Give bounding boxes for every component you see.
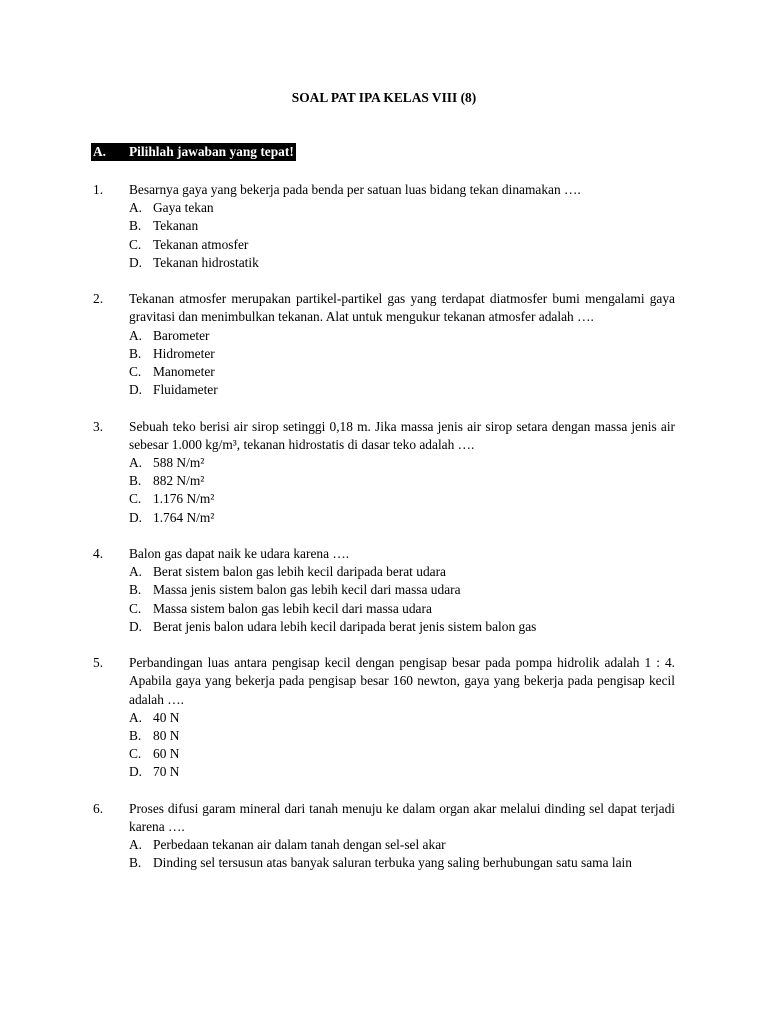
question-text: Perbandingan luas antara pengisap kecil dengan pengisap besar pada pompa hidrolik adalah 1 : 4. Apabila gaya yang bekerja pada pengisap besar 160 newton, gaya yang bekerja pada pengisap kecil adalah …. (129, 655, 675, 707)
option-b (129, 727, 675, 745)
question-number: 2. (93, 291, 104, 307)
question-number: 6. (93, 800, 104, 816)
option-text: Massa jenis sistem balon gas lebih kecil dari massa udara (153, 582, 461, 598)
option-text: 588 N/m² (153, 455, 205, 471)
option-text: 1.176 N/m² (153, 491, 215, 507)
question-text: Tekanan atmosfer merupakan partikel-partikel gas yang terdapat diatmosfer bumi mengalami gaya gravitasi dan menimbulkan tekanan. Alat untuk mengukur tekanan atmosfer adalah …. (129, 291, 675, 325)
option-b (129, 854, 675, 872)
option-b (129, 217, 675, 235)
question-text: Balon gas dapat naik ke udara karena …. (129, 546, 350, 562)
option-text: Barometer (153, 327, 210, 343)
option-letter: B. (129, 218, 142, 234)
option-letter: B. (129, 345, 142, 361)
option-list (129, 709, 675, 782)
option-c (129, 363, 675, 381)
option-text: 1.764 N/m² (153, 509, 215, 525)
option-b (129, 581, 675, 599)
option-text: Massa sistem balon gas lebih kecil dari massa udara (153, 600, 432, 616)
option-letter: B. (129, 855, 142, 871)
option-text: Tekanan hidrostatik (153, 254, 259, 270)
option-a (129, 709, 675, 727)
question-list (93, 181, 675, 891)
option-list (129, 454, 675, 527)
option-a (129, 199, 675, 217)
option-c (129, 600, 675, 618)
option-c (129, 745, 675, 763)
option-letter: A. (129, 327, 143, 343)
option-letter: C. (129, 491, 142, 507)
question-text: Sebuah teko berisi air sirop setinggi 0,18 m. Jika massa jenis air sirop setara dengan massa jenis air sebesar 1.000 kg/m³, tekanan hidrostatis di dasar teko adalah …. (129, 418, 675, 452)
option-letter: C. (129, 364, 142, 380)
page-title: SOAL PAT IPA KELAS VIII (8) (291, 90, 477, 105)
question-number: 5. (93, 655, 104, 671)
option-letter: D. (129, 618, 143, 634)
option-d (129, 618, 675, 636)
option-letter: C. (129, 236, 142, 252)
option-b (129, 345, 675, 363)
option-list (129, 563, 675, 636)
section-letter: A. (93, 144, 107, 159)
option-list (129, 199, 675, 272)
option-a (129, 327, 675, 345)
option-letter: B. (129, 728, 142, 744)
option-text: Dinding sel tersusun atas banyak saluran terbuka yang saling berhubungan satu sama lain (153, 855, 632, 871)
option-letter: D. (129, 509, 143, 525)
question-number: 3. (93, 418, 104, 434)
question-2 (93, 290, 675, 399)
option-letter: A. (129, 837, 143, 853)
option-a (129, 454, 675, 472)
option-text: 60 N (153, 746, 180, 762)
option-letter: B. (129, 582, 142, 598)
option-text: Gaya tekan (153, 200, 214, 216)
section-heading (91, 143, 296, 161)
option-d (129, 509, 675, 527)
option-text: Hidrometer (153, 345, 215, 361)
question-number: 4. (93, 546, 104, 562)
option-d (129, 254, 675, 272)
question-4 (93, 545, 675, 636)
question-6 (93, 800, 675, 873)
option-text: Manometer (153, 364, 215, 380)
question-text: Proses difusi garam mineral dari tanah menuju ke dalam organ akar melalui dinding sel dapat terjadi karena …. (129, 800, 675, 835)
option-list (129, 836, 675, 872)
option-letter: B. (129, 473, 142, 489)
option-c (129, 236, 675, 254)
option-d (129, 381, 675, 399)
option-text: Perbedaan tekanan air dalam tanah dengan sel-sel akar (153, 837, 446, 853)
option-letter: D. (129, 382, 143, 398)
option-c (129, 490, 675, 508)
option-letter: C. (129, 600, 142, 616)
option-list (129, 327, 675, 400)
question-text: Besarnya gaya yang bekerja pada benda per satuan luas bidang tekan dinamakan …. (129, 182, 581, 197)
option-text: 40 N (153, 709, 180, 725)
option-text: Tekanan (153, 218, 199, 234)
question-1 (93, 181, 675, 272)
option-a (129, 836, 675, 854)
option-letter: A. (129, 200, 143, 216)
option-text: 80 N (153, 728, 180, 744)
option-text: 70 N (153, 764, 180, 780)
option-text: Berat sistem balon gas lebih kecil daripada berat udara (153, 564, 446, 580)
option-text: Berat jenis balon udara lebih kecil daripada berat jenis sistem balon gas (153, 618, 537, 634)
section-label: Pilihlah jawaban yang tepat! (129, 144, 294, 159)
question-5 (93, 654, 675, 781)
question-number: 1. (93, 182, 104, 197)
option-letter: D. (129, 764, 143, 780)
option-text: 882 N/m² (153, 473, 205, 489)
option-b (129, 472, 675, 490)
option-text: Tekanan atmosfer (153, 236, 249, 252)
option-letter: A. (129, 455, 143, 471)
option-letter: A. (129, 564, 143, 580)
option-letter: A. (129, 709, 143, 725)
option-d (129, 763, 675, 781)
option-a (129, 563, 675, 581)
option-letter: C. (129, 746, 142, 762)
option-letter: D. (129, 254, 143, 270)
question-3 (93, 418, 675, 527)
option-text: Fluidameter (153, 382, 218, 398)
